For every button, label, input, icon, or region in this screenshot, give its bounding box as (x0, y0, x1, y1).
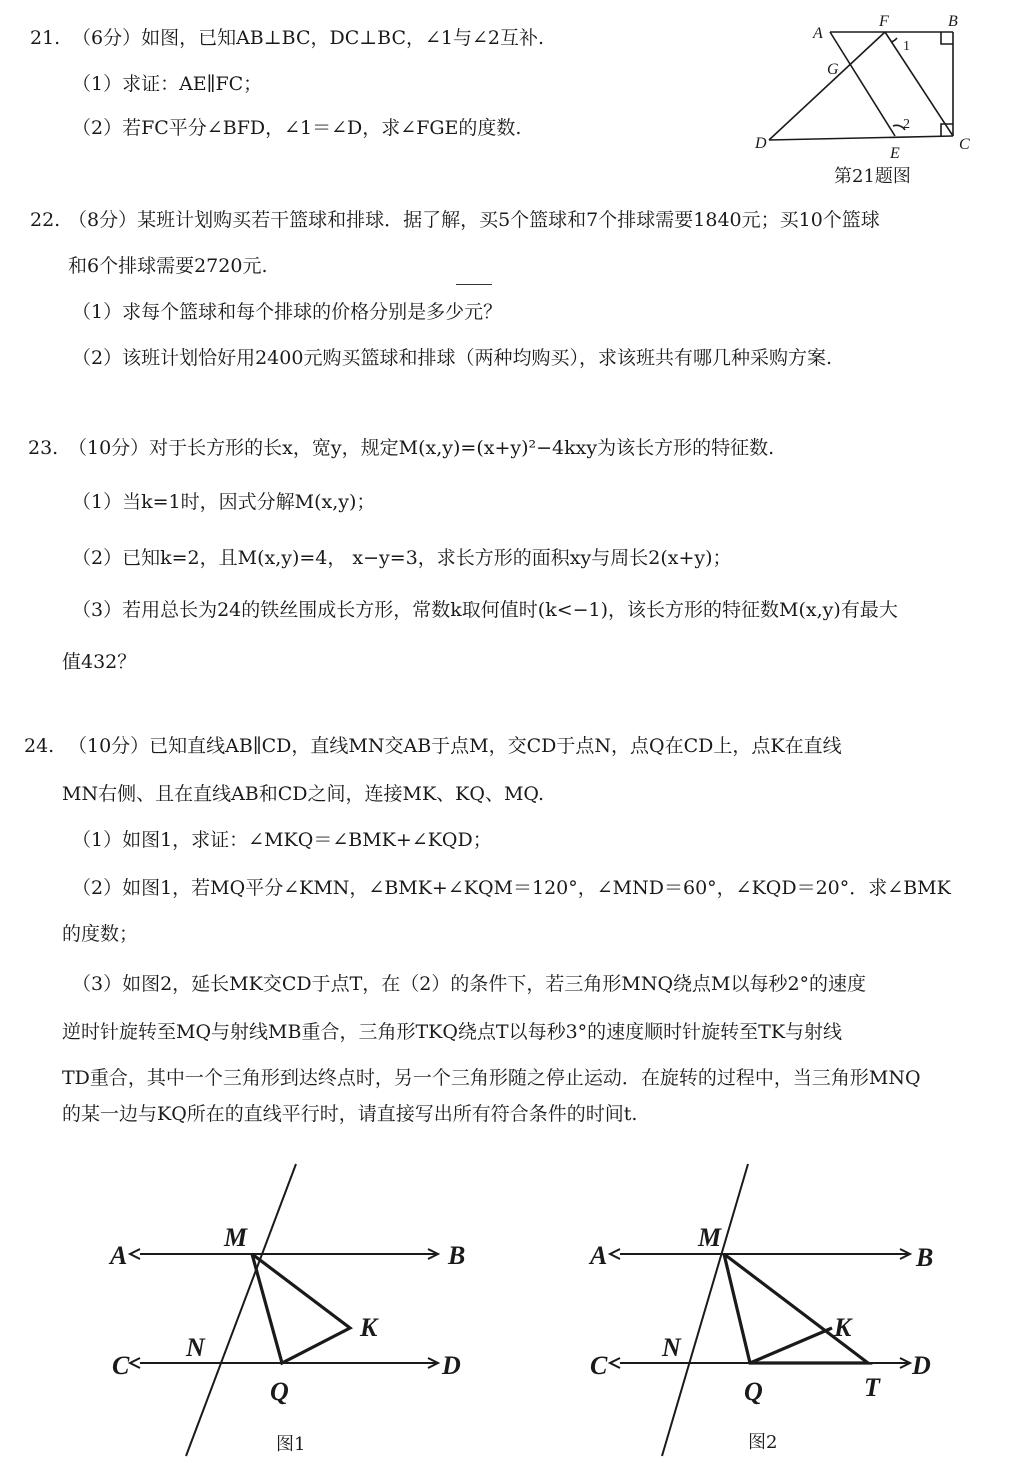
figure-label: 1 (903, 39, 910, 54)
question-stem: （10分）对于长方形的长x，宽y，规定M(x,y)=(x+y)²−4kxy为该长方形的特征数. (68, 437, 775, 459)
question-stem: （6分）如图，已知AB⊥BC，DC⊥BC，∠1与∠2互补. (72, 27, 545, 49)
figure-caption: 第21题图 (834, 166, 911, 187)
figure-label: M (224, 1223, 248, 1252)
figure-label: K (834, 1313, 852, 1342)
figure-label: F (879, 13, 889, 30)
figure-label: G (827, 61, 839, 78)
question-part: （3）如图2，延长MK交CD于点T，在（2）的条件下，若三角形MNQ绕点M以每秒2°的速度 (72, 973, 867, 995)
figure-label: D (755, 135, 767, 152)
question-stem-cont: 和6个排球需要2720元. (68, 255, 268, 277)
question-stem-cont: MN右侧、且在直线AB和CD之间，连接MK、KQ、MQ. (62, 783, 545, 805)
question-part: （2）该班计划恰好用2400元购买篮球和排球（两种均购买），求该班共有哪几种采购方案. (72, 347, 832, 369)
figure-label: B (448, 1241, 466, 1270)
question-part-cont: TD重合，其中一个三角形到达终点时，另一个三角形随之停止运动．在旋转的过程中，当三角形MNQ (62, 1067, 921, 1089)
figure-2 (580, 1150, 960, 1462)
figure-label: A (590, 1241, 608, 1270)
figure-label: D (912, 1351, 931, 1380)
question-part-cont: 的某一边与KQ所在的直线平行时，请直接写出所有符合条件的时间t. (62, 1103, 638, 1125)
question-part: （1）求每个篮球和每个排球的价格分别是多少元？ (72, 301, 503, 323)
question-number: 24. (24, 735, 55, 757)
question-number: 23. (28, 437, 59, 459)
question-number: 21. (30, 27, 61, 49)
question-part: （2）已知k=2，且M(x,y)=4， x−y=3，求长方形的面积xy与周长2(x+y)； (72, 547, 732, 569)
figure-label: Q (270, 1377, 289, 1406)
figure-label: K (360, 1313, 378, 1342)
question-part: （1）求证：AE∥FC； (72, 73, 263, 95)
question-part: （1）当k=1时，因式分解M(x,y)； (72, 491, 376, 513)
figure-label: T (864, 1373, 880, 1402)
question-stem: （8分）某班计划购买若干篮球和排球．据了解，买5个篮球和7个排球需要1840元；买10个篮球 (68, 209, 880, 231)
question-part: （2）如图1，若MQ平分∠KMN，∠BMK+∠KQM＝120°，∠MND＝60°，∠KQD＝20°．求∠BMK (72, 877, 951, 899)
question-number: 22. (30, 209, 61, 231)
question-part: （1）如图1，求证：∠MKQ＝∠BMK+∠KQD； (72, 829, 492, 851)
figure-caption: 图1 (276, 1434, 306, 1455)
figure-label: C (590, 1351, 608, 1380)
figure-label: C (959, 136, 970, 153)
question-part-cont: 值432？ (62, 651, 137, 673)
figure-label: B (916, 1243, 934, 1272)
figure-label: N (186, 1333, 205, 1362)
question-part: （2）若FC平分∠BFD，∠1＝∠D，求∠FGE的度数. (72, 117, 522, 139)
divider (456, 284, 492, 285)
figure-label: M (698, 1223, 722, 1252)
figure-label: A (110, 1241, 128, 1270)
figure-caption: 图2 (748, 1432, 778, 1453)
figure-label: B (948, 13, 958, 30)
figure-label: N (662, 1333, 681, 1362)
question-part-cont: 逆时针旋转至MQ与射线MB重合，三角形TKQ绕点T以每秒3°的速度顺时针旋转至TK与射线 (62, 1021, 843, 1043)
figure-label: D (442, 1351, 461, 1380)
question-part: （3）若用总长为24的铁丝围成长方形，常数k取何值时(k<−1)，该长方形的特征数M(x,y)有最大 (72, 599, 898, 621)
figure-label: 2 (903, 117, 910, 132)
figure-label: C (112, 1351, 130, 1380)
figure-label: A (813, 25, 823, 42)
figure-label: Q (744, 1377, 763, 1406)
question-stem: （10分）已知直线AB∥CD，直线MN交AB于点M，交CD于点N，点Q在CD上，点K在直线 (68, 735, 842, 757)
figure-1 (100, 1150, 480, 1462)
question-part-cont: 的度数； (62, 923, 139, 945)
figure-label: E (890, 145, 900, 158)
figure-q21 (745, 8, 995, 158)
